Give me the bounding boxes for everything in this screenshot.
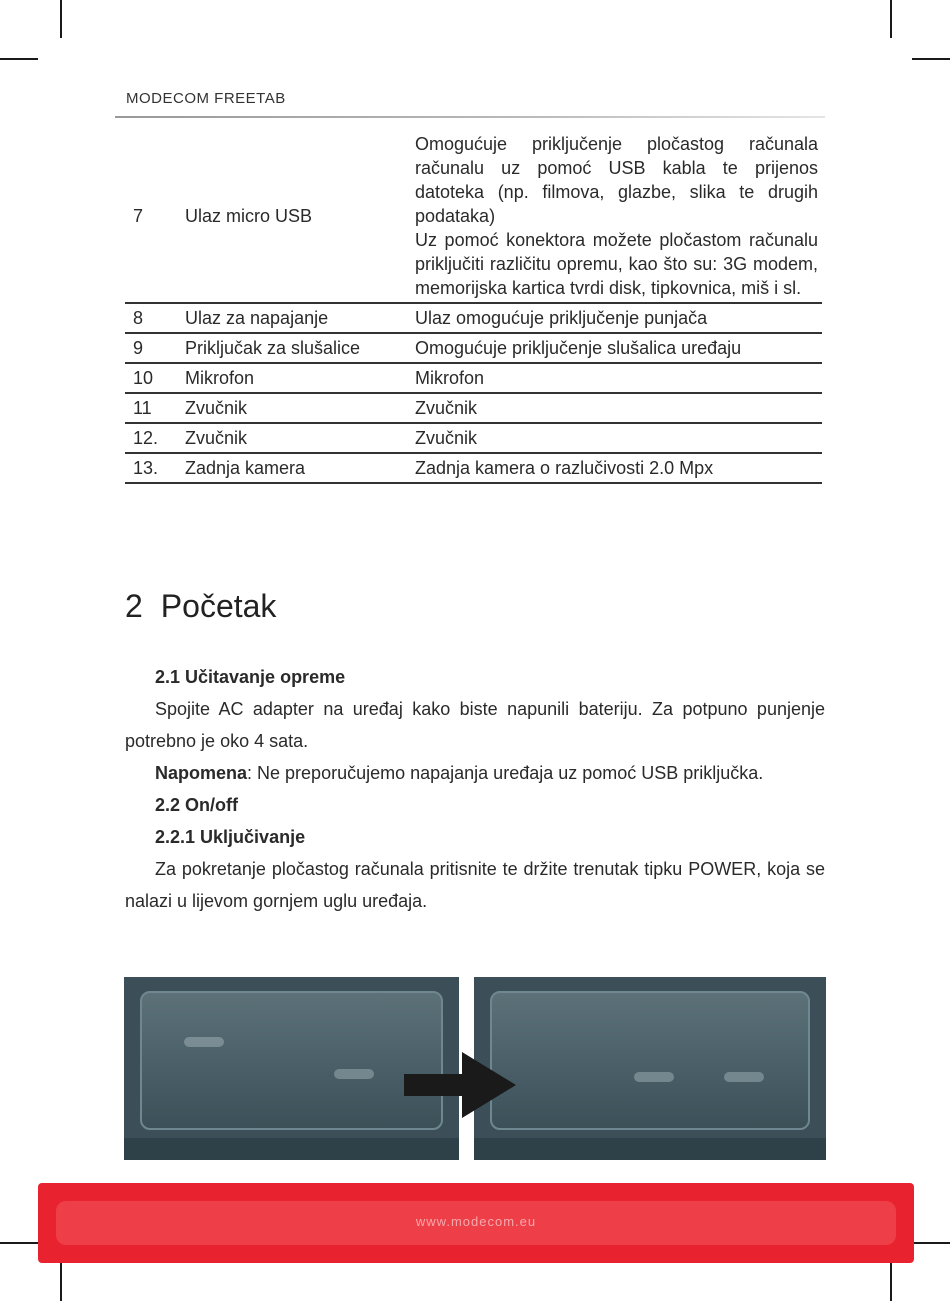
note-paragraph [125, 757, 825, 789]
screen-glare [334, 1069, 374, 1079]
port-table [125, 130, 822, 484]
table-row [125, 333, 822, 363]
row-description: Zadnja kamera o razlučivosti 2.0 Mpx [411, 453, 822, 483]
row-number: 11 [125, 393, 181, 423]
row-description: Omogućuje priključenje pločastog računala računalu uz pomoć USB kabla te prijenos datoteka (np. filmova, glazbe, slika te drugih podataka) Uz pomoć konektora možete pločastom računalu priključiti različitu opremu, kao što su: 3G modem, memorijska kartica tvrdi disk, tipkovnica, miš i sl. [415, 134, 818, 298]
tablet-edge [124, 1138, 459, 1160]
section-heading [125, 588, 276, 625]
screen-glare [724, 1072, 764, 1082]
arrow-right-icon [404, 1052, 516, 1118]
crop-mark [60, 0, 62, 38]
crop-mark [912, 1242, 950, 1244]
row-name: Ulaz za napajanje [181, 303, 411, 333]
row-description: Mikrofon [411, 363, 822, 393]
crop-mark [0, 58, 38, 60]
screen-glare [184, 1037, 224, 1047]
screen-glare [634, 1072, 674, 1082]
crop-mark [60, 1262, 62, 1301]
footer-text: www.modecom.eu [415, 1214, 537, 1229]
table-row [125, 453, 822, 483]
crop-mark [0, 1242, 38, 1244]
paragraph [125, 853, 825, 917]
row-name: Zvučnik [181, 423, 411, 453]
table-row [125, 393, 822, 423]
row-description: Zvučnik [411, 393, 822, 423]
row-description: Ulaz omogućuje priključenje punjača [411, 303, 822, 333]
row-number: 12. [125, 423, 181, 453]
section-body [125, 661, 825, 917]
row-number: 13. [125, 453, 181, 483]
header-rule [115, 116, 825, 118]
footer-band [38, 1183, 914, 1263]
row-number: 10 [125, 363, 181, 393]
subsection-heading: 2.2 On/off [155, 795, 239, 815]
table-row [125, 423, 822, 453]
note-label: Napomena [155, 763, 248, 783]
tablet-photo-right [474, 977, 826, 1160]
crop-mark [890, 1262, 892, 1301]
row-name: Zadnja kamera [181, 453, 411, 483]
paragraph-text: Za pokretanje pločastog računala pritisnite te držite trenutak tipku [155, 859, 689, 879]
paragraph-text: , koja se nalazi u lijevom gornjem uglu uređaja. [125, 859, 825, 911]
subsection-heading: 2.1 Učitavanje opreme [155, 667, 346, 687]
tablet-screen [490, 991, 810, 1130]
note-text: : Ne preporučujemo napajanja uređaja uz pomoć USB priključka. [247, 763, 764, 783]
table-row [125, 130, 822, 303]
crop-mark [890, 0, 892, 38]
row-name: Priključak za slušalice [181, 333, 411, 363]
table-row [125, 363, 822, 393]
section-number: 2 [125, 588, 143, 624]
subsection-heading: 2.2.1 Uključivanje [155, 827, 306, 847]
row-description: Zvučnik [411, 423, 822, 453]
footer-inner [56, 1201, 896, 1245]
row-number: 7 [133, 206, 144, 226]
tablet-screen [140, 991, 443, 1130]
power-key-name: POWER [688, 859, 757, 879]
row-description: Omogućuje priključenje slušalica uređaju [411, 333, 822, 363]
crop-mark [912, 58, 950, 60]
tablet-edge [474, 1138, 826, 1160]
row-name: Mikrofon [181, 363, 411, 393]
row-name: Ulaz micro USB [185, 206, 313, 226]
paragraph: Spojite AC adapter na uređaj kako biste napunili bateriju. Za potpuno punjenje potrebno je oko 4 sata. [125, 699, 825, 751]
running-header: MODECOM FREETAB [126, 90, 286, 107]
row-name: Zvučnik [181, 393, 411, 423]
row-number: 9 [125, 333, 181, 363]
row-number: 8 [125, 303, 181, 333]
table-row [125, 303, 822, 333]
section-title: Početak [160, 588, 277, 624]
